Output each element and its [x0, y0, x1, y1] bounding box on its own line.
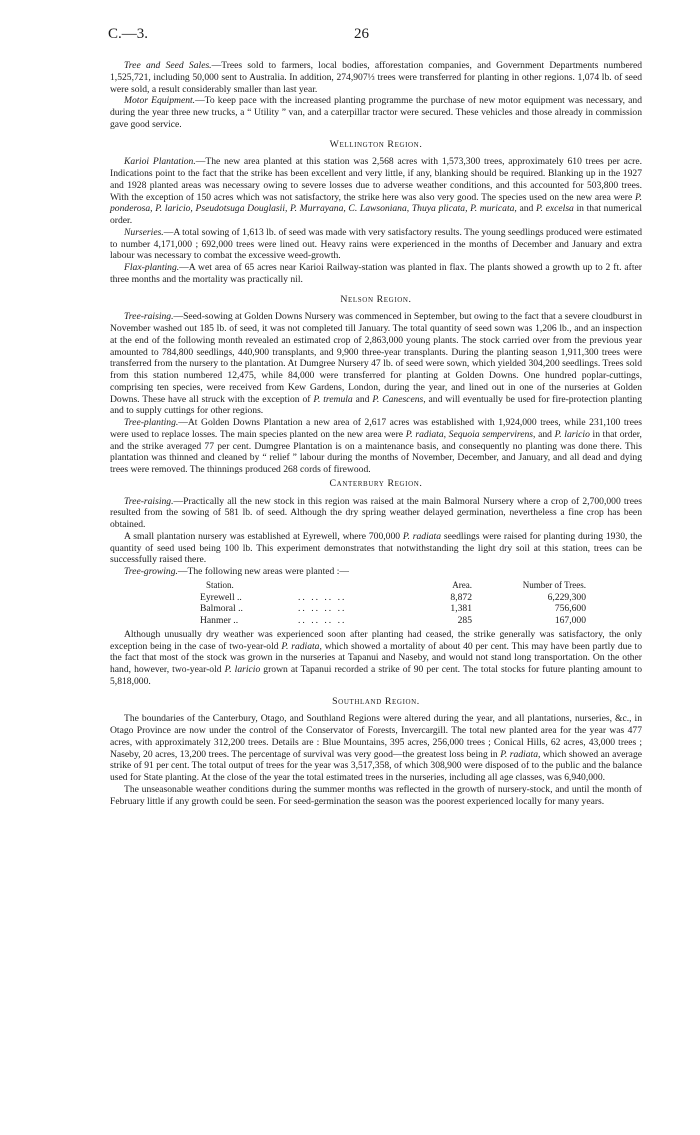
species-name: P. laricio: [224, 664, 261, 675]
paragraph-text: in that numerical order.: [110, 203, 642, 226]
species-list: P. radiata, Sequoia sempervirens,: [405, 428, 536, 440]
species-list: P. ponderosa, P. laricio, Pseudotsuga Douglasii, P. Murrayana, C. Lawsoniana, Thuya plicata, P. muricata,: [110, 191, 642, 215]
paragraph-lead: Tree-planting.: [124, 417, 179, 428]
paragraph-text: in that order, and the strike averaged 77 per cent. Dumgree Plantation is on a maintenance basis, and consequently no planting was done there. This plantation was thinned and cleaned by “ relief ” labour during the months of November, December, and January, and all dead and dying trees were removed. The thinnings produced 268 cords of firewood.: [110, 428, 642, 475]
paragraph-tree-seed-sales: [110, 60, 642, 95]
paragraph-text: —To keep pace with the increased planting programme the purchase of new motor equipment was necessary, and during the year three new trucks, a “ Utility ” van, and a caterpillar tractor were secured. These vehicles and those already in commission gave good service.: [110, 95, 642, 130]
table-cell-station: Hanmer ..: [200, 615, 239, 626]
planted-areas-table: [110, 580, 642, 627]
paragraph-lead: Tree-raising.: [124, 495, 174, 507]
table-cell-trees: 167,000: [554, 615, 586, 626]
table-header-trees: Number of Trees.: [522, 579, 586, 590]
heading-wellington-region: Wellington Region.: [329, 138, 423, 150]
table-header-station: Station.: [206, 579, 234, 590]
paragraph-text: —A total sowing of 1,613 lb. of seed was made with very satisfactory results. The young seedlings produced were estimated to number 4,171,000 ; 692,000 trees were lined out. Heavy rains were experienced in the months of December and January and extra labour was necessary to combat the excessive weed-growth.: [110, 226, 642, 262]
table-cell-trees: 6,229,300: [547, 591, 586, 603]
paragraph-text: which showed a mortality of about 40 per cent. This may have been partly due to the fact that most of the stock was grown in the nurseries at Tapanui and Naseby, and would not stand long transportation. On the other hand, however, two-year-old: [110, 640, 642, 675]
paragraph-text: The boundaries of the Canterbury, Otago, and Southland Regions were altered during the year, and all plantations, nurseries, &c., in Otago Province are now under the control of the Conservator of Forests, Invercargill. The total new planted area for the year was 477 acres, with approximately 312,200 trees. Details are : Blue Mountains, 395 acres, 256,000 trees ; Conical Hills, 62 acres, 43,000 trees ; Naseby, 20 acres, 13,200 trees. The percentage of survival was very good—the greatest loss being in: [110, 713, 642, 760]
species-name: P. excelsa: [535, 203, 574, 215]
page-header: [108, 26, 615, 48]
document-body: [110, 60, 642, 807]
species-name: P. radiata,: [281, 640, 322, 652]
species-name: P. tremula: [313, 393, 353, 405]
paragraph-text: —Practically all the new stock in this region was raised at the main Balmoral Nursery where a crop of 2,700,000 trees resulted from the sowing of 581 lb. of seed. Although the dry spring weather delayed germination, nevertheless a fine crop has been obtained.: [110, 495, 642, 530]
table-row: [110, 603, 642, 615]
table-header-row: [110, 580, 642, 592]
paragraph-nelson-tree-raising: [110, 311, 642, 417]
paragraph-text: Although unusually dry weather was experienced soon after planting had ceased, the strike generally was satisfactory, the only exception being in the case of two-year-old: [110, 628, 642, 652]
paragraph-lead: Flax-planting.: [124, 262, 180, 273]
table-cell-leader: .. .. .. ..: [298, 591, 347, 603]
paragraph-lead: Karioi Plantation.: [124, 156, 196, 168]
paragraph-lead: Tree and Seed Sales.: [124, 60, 212, 71]
species-name: P. radiata: [402, 530, 442, 542]
paragraph-text: —Trees sold to farmers, local bodies, afforestation companies, and Government Departments numbered 1,525,721, including 50,000 sent to Australia. In addition, 274,907⅓ trees were transferred for planting in other regions. 1,074 lb. of seed were sold, a result considerably smaller than last year.: [110, 60, 643, 95]
paragraph-nurseries: [110, 227, 642, 262]
paragraph-text: and: [516, 203, 536, 215]
table-cell-area: 8,872: [450, 591, 472, 603]
table-cell-leader: .. .. .. ..: [298, 615, 347, 626]
paragraph-nelson-tree-planting: [110, 417, 642, 476]
species-name: P. Canescens,: [372, 393, 426, 405]
paragraph-text: grown at Tapanui recorded a strike of 90 per cent. The total stocks for future planting amount to 5,818,000.: [110, 664, 642, 687]
table-header-area: Area.: [452, 579, 472, 590]
paragraph-motor-equipment: [110, 95, 642, 130]
paragraph-karioi-plantation: [110, 156, 642, 227]
paragraph-lead: Tree-growing.: [124, 566, 178, 577]
table-cell-area: 1,381: [450, 603, 472, 615]
paragraph-text: The unseasonable weather conditions during the summer months was reflected in the growth of nursery-stock, and until the month of February little if any growth could be seen. For seed-germination the season was the poorest experienced locally for many years.: [110, 783, 642, 807]
paragraph-unseasonable-weather: [110, 784, 642, 808]
heading-nelson-region: Nelson Region.: [340, 293, 412, 305]
table-cell-trees: 756,600: [554, 603, 586, 615]
paragraph-region-boundaries: [110, 713, 642, 784]
paragraph-tree-growing: [110, 566, 642, 578]
paragraph-text: and will eventually be used for fire-protection planting and to supply cuttings for other regions.: [110, 393, 642, 417]
paragraph-text: and: [535, 428, 555, 440]
paragraph-eyrewell-nursery: [110, 531, 642, 566]
table-cell-leader: .. .. .. ..: [298, 603, 347, 615]
paragraph-lead: Motor Equipment.: [124, 95, 196, 107]
paragraph-dry-weather: [110, 629, 642, 688]
table-cell-station: Eyrewell ..: [200, 591, 242, 603]
species-name: P. laricio: [554, 428, 590, 440]
paragraph-text: —A wet area of 65 acres near Karioi Railway-station was planted in flax. The plants showed a growth up to 2 ft. after three months and the mortality was practically nil.: [110, 262, 642, 285]
paragraph-text: —Seed-sowing at Golden Downs Nursery was commenced in September, but owing to the fact that a severe cloudburst in November washed out 185 lb. of seed, it was not completed till January. The total quantity of seed sown was 1,206 lb., and an inspection at the end of the following month revealed an estimated crop of 2,863,000 young plants. The stock carried over from the previous year amounted to 784,800 seedlings, 440,900 transplants, and 9,900 three-year transplants. During the planting season 1,911,300 trees were transferred from the nursery to the plantation. At Dumgree Nursery 47 lb. of seed were sown, which yielded 304,200 seedlings. Trees sold from this station numbered 12,475, while 84,000 were transferred for planting at Golden Downs. One hundred poplar-cuttings, comprising ten species, were received from Kew Gardens, London, during the year, and lined out in one of the nurseries at Golden Downs. These have all struck with the exception of: [110, 311, 642, 405]
paragraph-text: which showed an average strike of 91 per cent. The total output of trees for the year was 3,517,358, of which 308,900 were disposed of to the public and the balance used for State planting. At the close of the year the total estimated trees in the nurseries, including all age classes, was 6,940,000.: [110, 748, 642, 783]
table-row: [110, 592, 642, 604]
heading-southland-region: Southland Region.: [332, 695, 420, 707]
paragraph-text: seedlings were raised for planting during 1930, the quantity of seed used being 100 lb. This experiment demonstrates that notwithstanding the light dry soil at this station, trees can be successfully raised there.: [110, 530, 643, 566]
table-cell-area: 285: [457, 615, 472, 626]
paragraph-text: —The new area planted at this station was 2,568 acres with 1,573,300 trees, approximately 610 trees per acre. Indications point to the fact that the strike has been excellent and very little, if any, blanking should be required. Blanking up in the 1927 and 1928 planted areas was necessary owing to severe losses due to adverse weather conditions, and this accounted for 503,800 trees. With the exception of 150 acres which was not satisfactory, the strike here was also very good. The species used on the new area were: [110, 156, 642, 203]
table-cell-station: Balmoral ..: [200, 603, 243, 615]
heading-canterbury-region: Canterbury Region.: [329, 477, 423, 489]
page-number: 26: [354, 26, 369, 42]
paragraph-text: —The following new areas were planted :—: [177, 566, 349, 577]
paragraph-text: A small plantation nursery was established at Eyrewell, where 700,000: [124, 530, 403, 542]
paragraph-lead: Tree-raising.: [124, 311, 174, 323]
species-name: P. radiata,: [500, 748, 541, 760]
paragraph-canterbury-tree-raising: [110, 496, 642, 531]
report-reference: C.—3.: [108, 26, 149, 42]
paragraph-lead: Nurseries.: [124, 226, 164, 238]
table-header-spacer: [298, 580, 432, 592]
table-row: [110, 615, 642, 627]
paragraph-text: —At Golden Downs Plantation a new area of 2,617 acres was established with 1,924,000 trees, while 231,100 trees were used to replace losses. The main species planted on the new area were: [110, 417, 642, 440]
paragraph-text: and: [352, 393, 373, 405]
paragraph-flax-planting: [110, 262, 642, 286]
